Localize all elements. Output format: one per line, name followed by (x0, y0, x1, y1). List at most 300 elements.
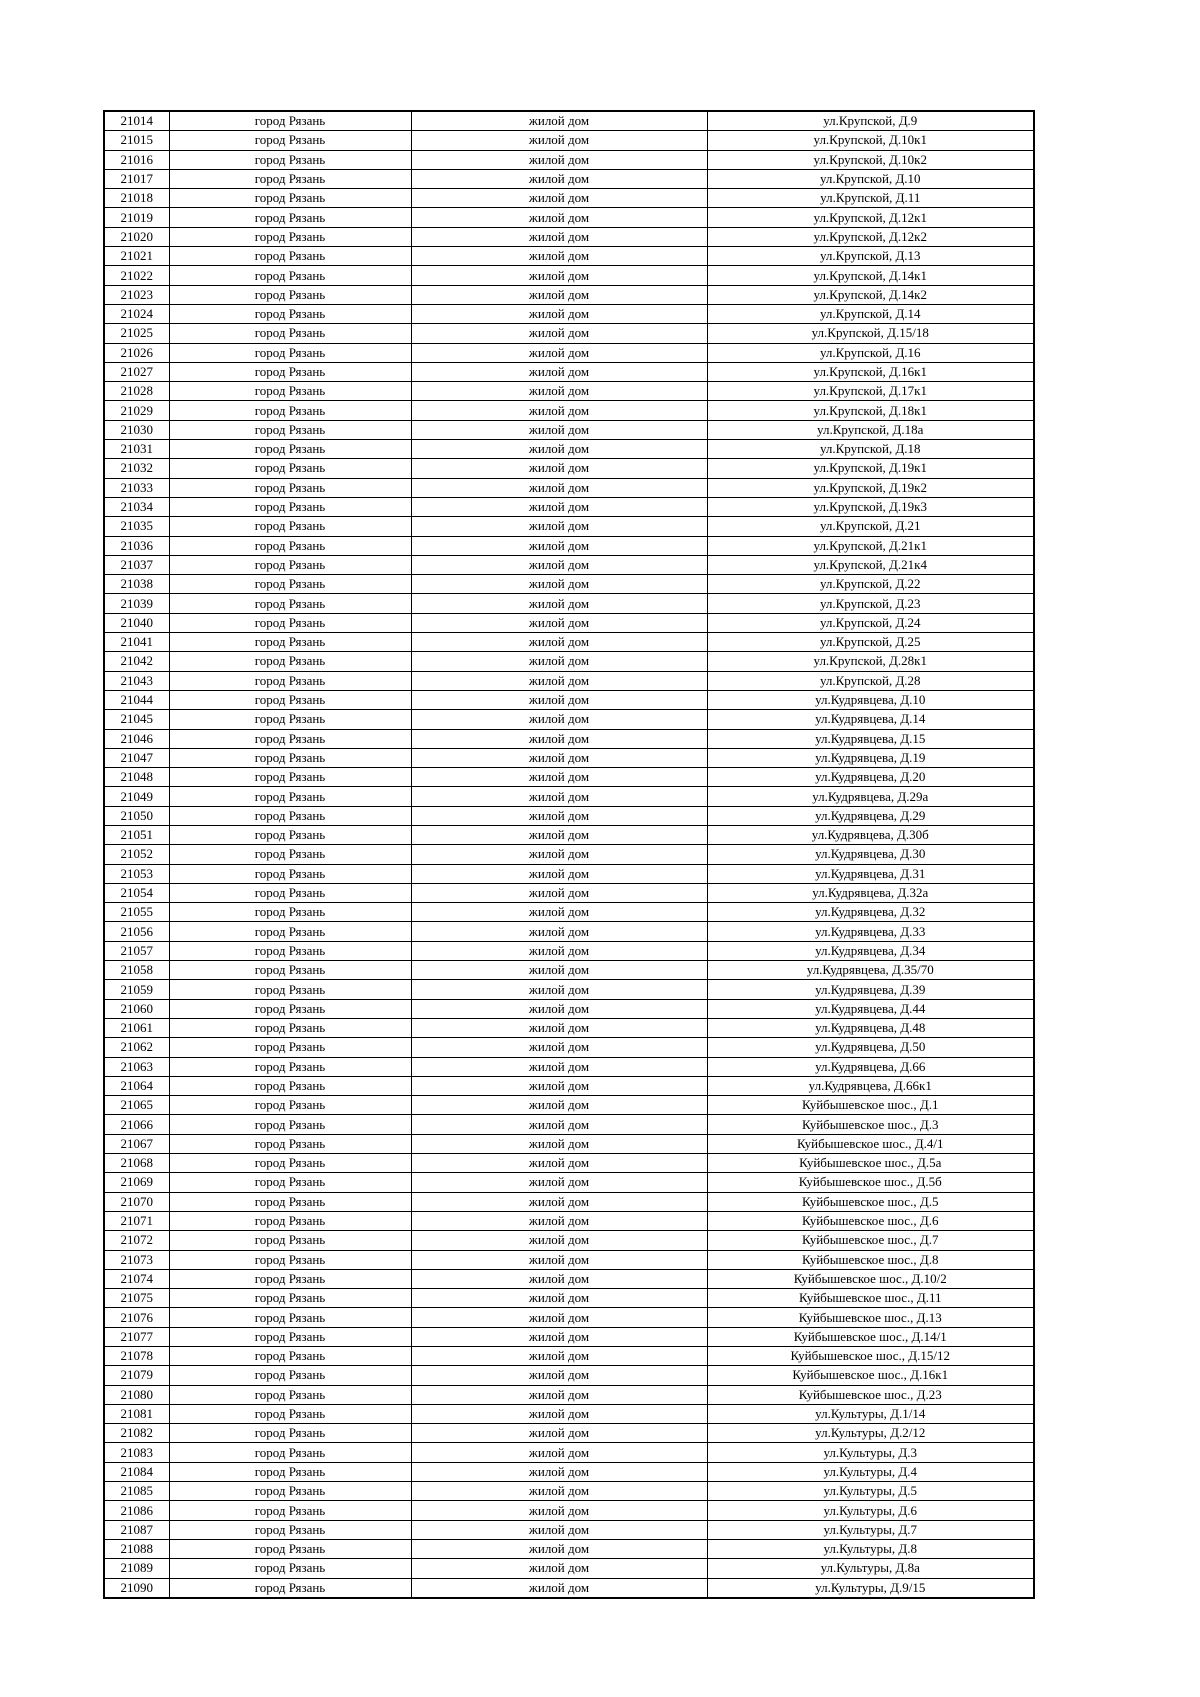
city-cell: город Рязань (169, 1115, 411, 1134)
table-row (104, 1385, 1034, 1404)
table-row (104, 1231, 1034, 1250)
object-type-cell: жилой дом (411, 652, 707, 671)
object-type-cell: жилой дом (411, 1269, 707, 1288)
row-number-cell: 21055 (104, 903, 169, 922)
address-cell: Куйбышевское шос., Д.13 (707, 1308, 1034, 1327)
row-number-cell: 21057 (104, 941, 169, 960)
address-cell: ул.Кудрявцева, Д.66 (707, 1057, 1034, 1076)
address-cell: ул.Кудрявцева, Д.32а (707, 883, 1034, 902)
address-cell: ул.Культуры, Д.2/12 (707, 1424, 1034, 1443)
row-number-cell: 21023 (104, 285, 169, 304)
row-number-cell: 21018 (104, 189, 169, 208)
address-cell: Куйбышевское шос., Д.5б (707, 1173, 1034, 1192)
city-cell: город Рязань (169, 266, 411, 285)
object-type-cell: жилой дом (411, 440, 707, 459)
city-cell: город Рязань (169, 111, 411, 131)
city-cell: город Рязань (169, 1018, 411, 1037)
object-type-cell: жилой дом (411, 1559, 707, 1578)
object-type-cell: жилой дом (411, 304, 707, 323)
object-type-cell: жилой дом (411, 806, 707, 825)
city-cell: город Рязань (169, 1443, 411, 1462)
table-row (104, 690, 1034, 709)
address-cell: ул.Крупской, Д.14к1 (707, 266, 1034, 285)
object-type-cell: жилой дом (411, 459, 707, 478)
object-type-cell: жилой дом (411, 748, 707, 767)
city-cell: город Рязань (169, 1038, 411, 1057)
table-row (104, 150, 1034, 169)
object-type-cell: жилой дом (411, 517, 707, 536)
address-cell: ул.Крупской, Д.18 (707, 440, 1034, 459)
city-cell: город Рязань (169, 787, 411, 806)
row-number-cell: 21083 (104, 1443, 169, 1462)
row-number-cell: 21060 (104, 999, 169, 1018)
city-cell: город Рязань (169, 131, 411, 150)
object-type-cell: жилой дом (411, 343, 707, 362)
table-row (104, 324, 1034, 343)
address-cell: ул.Кудрявцева, Д.14 (707, 710, 1034, 729)
row-number-cell: 21075 (104, 1289, 169, 1308)
address-cell: ул.Кудрявцева, Д.15 (707, 729, 1034, 748)
city-cell: город Рязань (169, 1327, 411, 1346)
object-type-cell: жилой дом (411, 1057, 707, 1076)
row-number-cell: 21047 (104, 748, 169, 767)
row-number-cell: 21025 (104, 324, 169, 343)
object-type-cell: жилой дом (411, 768, 707, 787)
city-cell: город Рязань (169, 999, 411, 1018)
table-row (104, 497, 1034, 516)
address-cell: ул.Культуры, Д.3 (707, 1443, 1034, 1462)
city-cell: город Рязань (169, 1308, 411, 1327)
table-row (104, 768, 1034, 787)
row-number-cell: 21029 (104, 401, 169, 420)
row-number-cell: 21072 (104, 1231, 169, 1250)
city-cell: город Рязань (169, 1501, 411, 1520)
object-type-cell: жилой дом (411, 247, 707, 266)
address-cell: ул.Крупской, Д.12к1 (707, 208, 1034, 227)
city-cell: город Рязань (169, 613, 411, 632)
city-cell: город Рязань (169, 1173, 411, 1192)
city-cell: город Рязань (169, 690, 411, 709)
row-number-cell: 21040 (104, 613, 169, 632)
city-cell: город Рязань (169, 633, 411, 652)
object-type-cell: жилой дом (411, 536, 707, 555)
table-row (104, 1269, 1034, 1288)
table-row (104, 131, 1034, 150)
object-type-cell: жилой дом (411, 420, 707, 439)
address-cell: ул.Крупской, Д.21 (707, 517, 1034, 536)
city-cell: город Рязань (169, 922, 411, 941)
city-cell: город Рязань (169, 748, 411, 767)
table-row (104, 825, 1034, 844)
address-cell: Куйбышевское шос., Д.5 (707, 1192, 1034, 1211)
address-cell: ул.Крупской, Д.10 (707, 169, 1034, 188)
address-cell: ул.Кудрявцева, Д.34 (707, 941, 1034, 960)
table-row (104, 343, 1034, 362)
table-row (104, 1347, 1034, 1366)
address-cell: ул.Крупской, Д.9 (707, 111, 1034, 131)
table-row (104, 247, 1034, 266)
city-cell: город Рязань (169, 1076, 411, 1095)
table-row (104, 401, 1034, 420)
row-number-cell: 21024 (104, 304, 169, 323)
address-cell: ул.Культуры, Д.5 (707, 1482, 1034, 1501)
table-row (104, 459, 1034, 478)
address-cell: ул.Кудрявцева, Д.30 (707, 845, 1034, 864)
table-row (104, 729, 1034, 748)
address-cell: ул.Крупской, Д.21к1 (707, 536, 1034, 555)
row-number-cell: 21042 (104, 652, 169, 671)
city-cell: город Рязань (169, 1539, 411, 1558)
city-cell: город Рязань (169, 1231, 411, 1250)
row-number-cell: 21090 (104, 1578, 169, 1598)
table-row (104, 1404, 1034, 1423)
city-cell: город Рязань (169, 227, 411, 246)
table-row (104, 652, 1034, 671)
object-type-cell: жилой дом (411, 787, 707, 806)
object-type-cell: жилой дом (411, 382, 707, 401)
row-number-cell: 21056 (104, 922, 169, 941)
table-row (104, 806, 1034, 825)
table-row (104, 111, 1034, 131)
row-number-cell: 21077 (104, 1327, 169, 1346)
row-number-cell: 21039 (104, 594, 169, 613)
row-number-cell: 21058 (104, 961, 169, 980)
table-row (104, 1578, 1034, 1598)
row-number-cell: 21073 (104, 1250, 169, 1269)
city-cell: город Рязань (169, 864, 411, 883)
row-number-cell: 21045 (104, 710, 169, 729)
row-number-cell: 21067 (104, 1134, 169, 1153)
row-number-cell: 21082 (104, 1424, 169, 1443)
object-type-cell: жилой дом (411, 1134, 707, 1153)
address-cell: ул.Крупской, Д.28к1 (707, 652, 1034, 671)
row-number-cell: 21065 (104, 1096, 169, 1115)
table-row (104, 440, 1034, 459)
object-type-cell: жилой дом (411, 266, 707, 285)
row-number-cell: 21026 (104, 343, 169, 362)
object-type-cell: жилой дом (411, 324, 707, 343)
table-row (104, 169, 1034, 188)
object-type-cell: жилой дом (411, 169, 707, 188)
address-cell: ул.Крупской, Д.25 (707, 633, 1034, 652)
row-number-cell: 21038 (104, 575, 169, 594)
object-type-cell: жилой дом (411, 1462, 707, 1481)
city-cell: город Рязань (169, 440, 411, 459)
city-cell: город Рязань (169, 517, 411, 536)
row-number-cell: 21069 (104, 1173, 169, 1192)
table-row (104, 845, 1034, 864)
row-number-cell: 21015 (104, 131, 169, 150)
city-cell: город Рязань (169, 1289, 411, 1308)
table-row (104, 420, 1034, 439)
table-row (104, 922, 1034, 941)
table-row (104, 189, 1034, 208)
row-number-cell: 21064 (104, 1076, 169, 1095)
row-number-cell: 21061 (104, 1018, 169, 1037)
table-row (104, 748, 1034, 767)
row-number-cell: 21079 (104, 1366, 169, 1385)
row-number-cell: 21084 (104, 1462, 169, 1481)
address-cell: Куйбышевское шос., Д.1 (707, 1096, 1034, 1115)
table-row (104, 1520, 1034, 1539)
table-row (104, 1462, 1034, 1481)
city-cell: город Рязань (169, 150, 411, 169)
row-number-cell: 21020 (104, 227, 169, 246)
city-cell: город Рязань (169, 478, 411, 497)
city-cell: город Рязань (169, 208, 411, 227)
table-row (104, 1192, 1034, 1211)
city-cell: город Рязань (169, 382, 411, 401)
row-number-cell: 21080 (104, 1385, 169, 1404)
address-cell: ул.Крупской, Д.28 (707, 671, 1034, 690)
address-cell: ул.Крупской, Д.19к3 (707, 497, 1034, 516)
address-cell: ул.Кудрявцева, Д.39 (707, 980, 1034, 999)
table-row (104, 1424, 1034, 1443)
row-number-cell: 21054 (104, 883, 169, 902)
city-cell: город Рязань (169, 169, 411, 188)
row-number-cell: 21089 (104, 1559, 169, 1578)
row-number-cell: 21033 (104, 478, 169, 497)
city-cell: город Рязань (169, 1134, 411, 1153)
object-type-cell: жилой дом (411, 1424, 707, 1443)
table-row (104, 1211, 1034, 1230)
row-number-cell: 21046 (104, 729, 169, 748)
row-number-cell: 21028 (104, 382, 169, 401)
table-row (104, 1482, 1034, 1501)
address-cell: ул.Крупской, Д.22 (707, 575, 1034, 594)
object-type-cell: жилой дом (411, 941, 707, 960)
object-type-cell: жилой дом (411, 1385, 707, 1404)
object-type-cell: жилой дом (411, 594, 707, 613)
address-cell: ул.Культуры, Д.1/14 (707, 1404, 1034, 1423)
table-row (104, 1134, 1034, 1153)
object-type-cell: жилой дом (411, 1154, 707, 1173)
address-cell: ул.Кудрявцева, Д.19 (707, 748, 1034, 767)
city-cell: город Рязань (169, 710, 411, 729)
object-type-cell: жилой дом (411, 999, 707, 1018)
city-cell: город Рязань (169, 1404, 411, 1423)
city-cell: город Рязань (169, 1154, 411, 1173)
city-cell: город Рязань (169, 768, 411, 787)
address-cell: ул.Крупской, Д.15/18 (707, 324, 1034, 343)
object-type-cell: жилой дом (411, 961, 707, 980)
row-number-cell: 21019 (104, 208, 169, 227)
address-cell: Куйбышевское шос., Д.16к1 (707, 1366, 1034, 1385)
address-cell: ул.Культуры, Д.6 (707, 1501, 1034, 1520)
address-cell: ул.Крупской, Д.10к2 (707, 150, 1034, 169)
city-cell: город Рязань (169, 1482, 411, 1501)
city-cell: город Рязань (169, 1192, 411, 1211)
city-cell: город Рязань (169, 1578, 411, 1598)
address-cell: ул.Культуры, Д.8 (707, 1539, 1034, 1558)
address-cell: ул.Культуры, Д.8а (707, 1559, 1034, 1578)
table-row (104, 285, 1034, 304)
table-row (104, 1559, 1034, 1578)
row-number-cell: 21081 (104, 1404, 169, 1423)
table-row (104, 1076, 1034, 1095)
object-type-cell: жилой дом (411, 497, 707, 516)
object-type-cell: жилой дом (411, 1482, 707, 1501)
city-cell: город Рязань (169, 1096, 411, 1115)
city-cell: город Рязань (169, 189, 411, 208)
object-type-cell: жилой дом (411, 1076, 707, 1095)
address-cell: ул.Крупской, Д.18к1 (707, 401, 1034, 420)
table-row (104, 1501, 1034, 1520)
address-cell: Куйбышевское шос., Д.14/1 (707, 1327, 1034, 1346)
address-cell: ул.Крупской, Д.10к1 (707, 131, 1034, 150)
row-number-cell: 21074 (104, 1269, 169, 1288)
row-number-cell: 21044 (104, 690, 169, 709)
table-row (104, 883, 1034, 902)
object-type-cell: жилой дом (411, 575, 707, 594)
row-number-cell: 21017 (104, 169, 169, 188)
table-row (104, 1308, 1034, 1327)
table-row (104, 1038, 1034, 1057)
address-cell: ул.Кудрявцева, Д.20 (707, 768, 1034, 787)
city-cell: город Рязань (169, 401, 411, 420)
address-cell: ул.Кудрявцева, Д.10 (707, 690, 1034, 709)
city-cell: город Рязань (169, 652, 411, 671)
object-type-cell: жилой дом (411, 864, 707, 883)
address-cell: ул.Крупской, Д.23 (707, 594, 1034, 613)
row-number-cell: 21022 (104, 266, 169, 285)
table-row (104, 555, 1034, 574)
address-cell: ул.Кудрявцева, Д.29а (707, 787, 1034, 806)
object-type-cell: жилой дом (411, 671, 707, 690)
row-number-cell: 21085 (104, 1482, 169, 1501)
object-type-cell: жилой дом (411, 1173, 707, 1192)
table-row (104, 575, 1034, 594)
object-type-cell: жилой дом (411, 208, 707, 227)
address-cell: ул.Кудрявцева, Д.30б (707, 825, 1034, 844)
object-type-cell: жилой дом (411, 131, 707, 150)
object-type-cell: жилой дом (411, 111, 707, 131)
city-cell: город Рязань (169, 806, 411, 825)
object-type-cell: жилой дом (411, 1366, 707, 1385)
table-row (104, 1115, 1034, 1134)
table-row (104, 710, 1034, 729)
city-cell: город Рязань (169, 1424, 411, 1443)
object-type-cell: жилой дом (411, 478, 707, 497)
address-cell: Куйбышевское шос., Д.15/12 (707, 1347, 1034, 1366)
row-number-cell: 21016 (104, 150, 169, 169)
city-cell: город Рязань (169, 1366, 411, 1385)
row-number-cell: 21063 (104, 1057, 169, 1076)
table-row (104, 478, 1034, 497)
table-body (104, 111, 1034, 1598)
address-cell: ул.Кудрявцева, Д.66к1 (707, 1076, 1034, 1095)
table-row (104, 304, 1034, 323)
object-type-cell: жилой дом (411, 227, 707, 246)
table-row (104, 266, 1034, 285)
city-cell: город Рязань (169, 285, 411, 304)
city-cell: город Рязань (169, 459, 411, 478)
object-type-cell: жилой дом (411, 1289, 707, 1308)
object-type-cell: жилой дом (411, 1038, 707, 1057)
address-cell: ул.Кудрявцева, Д.32 (707, 903, 1034, 922)
city-cell: город Рязань (169, 980, 411, 999)
table-row (104, 999, 1034, 1018)
row-number-cell: 21030 (104, 420, 169, 439)
table-row (104, 941, 1034, 960)
address-cell: ул.Крупской, Д.17к1 (707, 382, 1034, 401)
address-table (103, 110, 1035, 1599)
table-row (104, 362, 1034, 381)
table-row (104, 980, 1034, 999)
address-cell: ул.Крупской, Д.14к2 (707, 285, 1034, 304)
object-type-cell: жилой дом (411, 1404, 707, 1423)
address-cell: ул.Крупской, Д.13 (707, 247, 1034, 266)
object-type-cell: жилой дом (411, 633, 707, 652)
city-cell: город Рязань (169, 1385, 411, 1404)
city-cell: город Рязань (169, 903, 411, 922)
object-type-cell: жилой дом (411, 690, 707, 709)
row-number-cell: 21036 (104, 536, 169, 555)
row-number-cell: 21059 (104, 980, 169, 999)
object-type-cell: жилой дом (411, 1501, 707, 1520)
table-row (104, 1366, 1034, 1385)
city-cell: город Рязань (169, 941, 411, 960)
city-cell: город Рязань (169, 961, 411, 980)
object-type-cell: жилой дом (411, 980, 707, 999)
table-row (104, 1327, 1034, 1346)
row-number-cell: 21032 (104, 459, 169, 478)
address-cell: ул.Крупской, Д.12к2 (707, 227, 1034, 246)
object-type-cell: жилой дом (411, 285, 707, 304)
address-cell: Куйбышевское шос., Д.10/2 (707, 1269, 1034, 1288)
table-row (104, 536, 1034, 555)
object-type-cell: жилой дом (411, 613, 707, 632)
city-cell: город Рязань (169, 1269, 411, 1288)
object-type-cell: жилой дом (411, 1308, 707, 1327)
row-number-cell: 21066 (104, 1115, 169, 1134)
object-type-cell: жилой дом (411, 401, 707, 420)
table-row (104, 517, 1034, 536)
row-number-cell: 21088 (104, 1539, 169, 1558)
row-number-cell: 21050 (104, 806, 169, 825)
city-cell: город Рязань (169, 575, 411, 594)
address-cell: Куйбышевское шос., Д.6 (707, 1211, 1034, 1230)
table-row (104, 382, 1034, 401)
address-cell: Куйбышевское шос., Д.4/1 (707, 1134, 1034, 1153)
table-row (104, 1096, 1034, 1115)
address-cell: ул.Крупской, Д.21к4 (707, 555, 1034, 574)
table-row (104, 594, 1034, 613)
object-type-cell: жилой дом (411, 1018, 707, 1037)
object-type-cell: жилой дом (411, 922, 707, 941)
city-cell: город Рязань (169, 1211, 411, 1230)
address-cell: Куйбышевское шос., Д.8 (707, 1250, 1034, 1269)
address-cell: ул.Крупской, Д.18а (707, 420, 1034, 439)
city-cell: город Рязань (169, 1250, 411, 1269)
city-cell: город Рязань (169, 247, 411, 266)
object-type-cell: жилой дом (411, 1096, 707, 1115)
address-cell: Куйбышевское шос., Д.3 (707, 1115, 1034, 1134)
row-number-cell: 21051 (104, 825, 169, 844)
city-cell: город Рязань (169, 536, 411, 555)
row-number-cell: 21087 (104, 1520, 169, 1539)
address-cell: ул.Крупской, Д.14 (707, 304, 1034, 323)
table-row (104, 671, 1034, 690)
object-type-cell: жилой дом (411, 1539, 707, 1558)
city-cell: город Рязань (169, 1520, 411, 1539)
address-cell: ул.Кудрявцева, Д.44 (707, 999, 1034, 1018)
table-row (104, 1250, 1034, 1269)
object-type-cell: жилой дом (411, 710, 707, 729)
row-number-cell: 21078 (104, 1347, 169, 1366)
table-row (104, 613, 1034, 632)
city-cell: город Рязань (169, 343, 411, 362)
